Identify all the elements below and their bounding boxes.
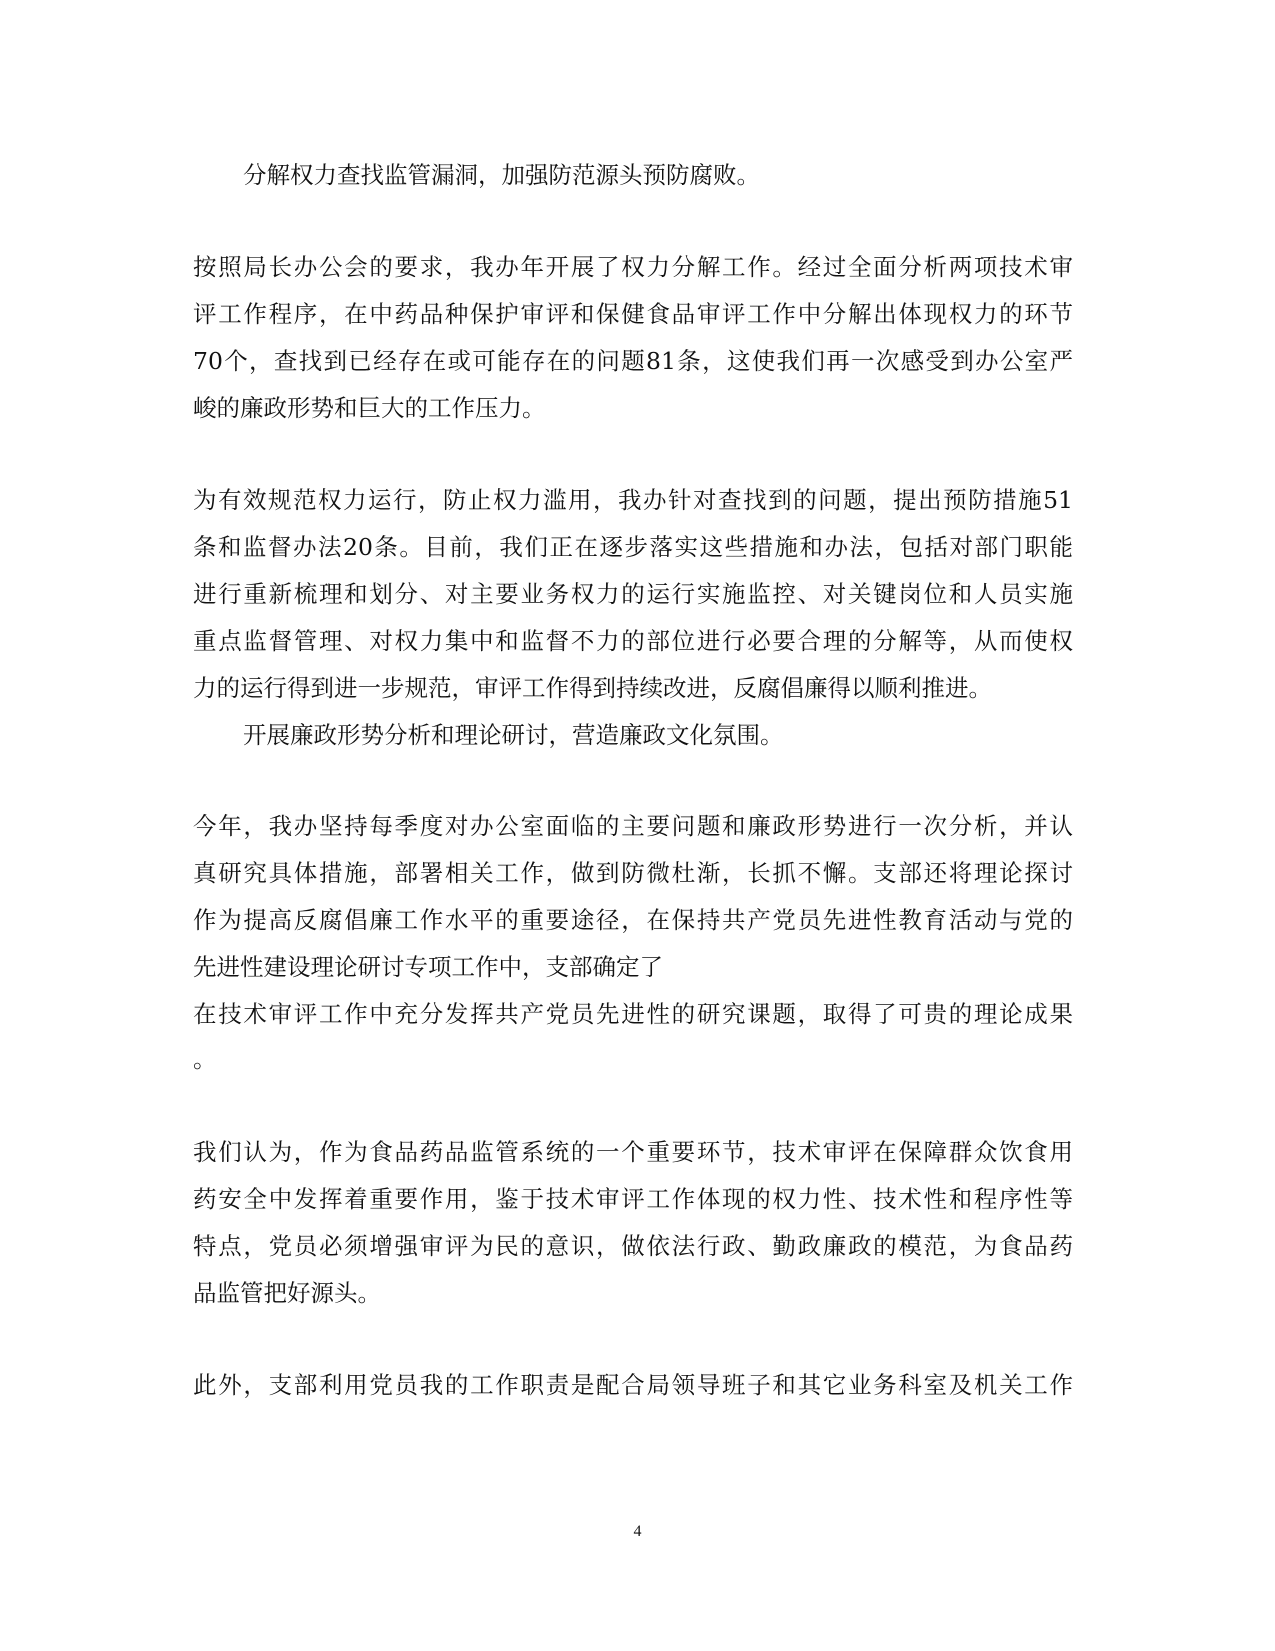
section-heading: 开展廉政形势分析和理论研讨，营造廉政文化氛围。 <box>243 721 784 749</box>
text-line: 品监管把好源头。 <box>193 1279 381 1307</box>
section-heading: 分解权力查找监管漏洞，加强防范源头预防腐败。 <box>243 161 760 189</box>
text-line: 重点监督管理、对权力集中和监督不力的部位进行必要合理的分解等，从而使权 <box>193 627 1073 655</box>
text-line: 评工作程序，在中药品种保护审评和保健食品审评工作中分解出体现权力的环节 <box>193 300 1073 328</box>
text-line: 在技术审评工作中充分发挥共产党员先进性的研究课题，取得了可贵的理论成果 <box>193 1000 1073 1028</box>
text-line: 作为提高反腐倡廉工作水平的重要途径，在保持共产党员先进性教育活动与党的 <box>193 906 1073 934</box>
text-line: 进行重新梳理和划分、对主要业务权力的运行实施监控、对关键岗位和人员实施 <box>193 580 1073 608</box>
text-line: 。 <box>193 1045 217 1073</box>
text-line: 条和监督办法20条。目前，我们正在逐步落实这些措施和办法，包括对部门职能 <box>193 533 1073 561</box>
text-line: 为有效规范权力运行，防止权力滥用，我办针对查找到的问题，提出预防措施51 <box>193 486 1073 514</box>
text-line: 先进性建设理论研讨专项工作中，支部确定了 <box>193 953 663 981</box>
text-line: 按照局长办公会的要求，我办年开展了权力分解工作。经过全面分析两项技术审 <box>193 253 1073 281</box>
text-line: 药安全中发挥着重要作用，鉴于技术审评工作体现的权力性、技术性和程序性等 <box>193 1185 1073 1213</box>
page-number: 4 <box>633 1523 642 1540</box>
text-line: 70个，查找到已经存在或可能存在的问题81条，这使我们再一次感受到办公室严 <box>193 347 1073 375</box>
text-line: 力的运行得到进一步规范，审评工作得到持续改进，反腐倡廉得以顺利推进。 <box>193 674 992 702</box>
text-line: 特点，党员必须增强审评为民的意识，做依法行政、勤政廉政的模范，为食品药 <box>193 1232 1073 1260</box>
text-line: 此外，支部利用党员我的工作职责是配合局领导班子和其它业务科室及机关工作 <box>193 1371 1073 1399</box>
text-line: 我们认为，作为食品药品监管系统的一个重要环节，技术审评在保障群众饮食用 <box>193 1138 1073 1166</box>
text-line: 峻的廉政形势和巨大的工作压力。 <box>193 394 546 422</box>
text-line: 真研究具体措施，部署相关工作，做到防微杜渐，长抓不懈。支部还将理论探讨 <box>193 859 1073 887</box>
text-line: 今年，我办坚持每季度对办公室面临的主要问题和廉政形势进行一次分析，并认 <box>193 812 1073 840</box>
